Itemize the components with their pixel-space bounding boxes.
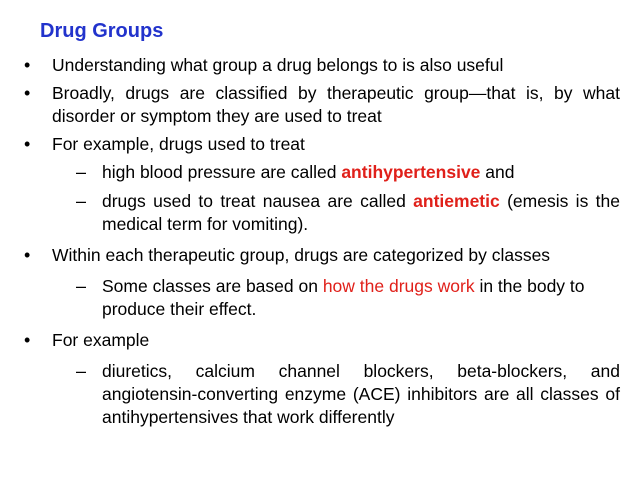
sub-bullet-text: Some classes are based on bbox=[102, 276, 323, 296]
dash-marker: – bbox=[76, 361, 87, 381]
bullet-marker: • bbox=[24, 83, 31, 103]
sub-bullet-text: high blood pressure are called bbox=[102, 162, 342, 182]
bullet-item bbox=[24, 82, 620, 128]
bullet-marker: • bbox=[24, 245, 31, 265]
sub-bullet-text: diuretics, calcium channel blockers, beta-blockers, and angiotensin-converting enzyme (ACE) inhibitors are all classes of antihypertensives that work differently bbox=[102, 361, 620, 427]
sub-bullet-item bbox=[24, 275, 620, 321]
sub-bullet-text: in the body to produce their effect. bbox=[102, 276, 585, 319]
sub-bullet-text: drugs used to treat nausea are called bbox=[102, 191, 414, 211]
bullet-text: Understanding what group a drug belongs to is also useful bbox=[52, 55, 504, 75]
dash-marker: – bbox=[76, 162, 87, 182]
slide-content bbox=[24, 54, 620, 435]
bullet-item bbox=[24, 329, 620, 352]
bullet-text: For example, drugs used to treat bbox=[52, 134, 305, 154]
bullet-item bbox=[24, 133, 620, 156]
sub-bullet-item bbox=[24, 360, 620, 429]
bullet-item bbox=[24, 54, 620, 77]
sub-bullet-text: (emesis is the medical term for vomiting). bbox=[102, 191, 620, 234]
dash-marker: – bbox=[76, 276, 87, 296]
slide-title: Drug Groups bbox=[40, 20, 164, 42]
bullet-text: For example bbox=[52, 330, 150, 350]
bullet-marker: • bbox=[24, 330, 31, 350]
bullet-text: Broadly, drugs are classified by therapeutic group—that is, by what disorder or symptom they are used to treat bbox=[52, 83, 620, 126]
bullet-text: Within each therapeutic group, drugs are categorized by classes bbox=[52, 245, 551, 265]
highlight-term-antihypertensive: antihypertensive bbox=[341, 162, 481, 182]
bullet-marker: • bbox=[24, 134, 31, 154]
bullet-marker: • bbox=[24, 55, 31, 75]
highlight-term-antiemetic: antiemetic bbox=[413, 191, 500, 211]
sub-bullet-item bbox=[24, 190, 620, 236]
dash-marker: – bbox=[76, 191, 87, 211]
highlight-phrase: how the drugs work bbox=[322, 276, 475, 296]
sub-bullet-item bbox=[24, 161, 620, 184]
bullet-item bbox=[24, 244, 620, 267]
sub-bullet-text: and bbox=[480, 162, 515, 182]
